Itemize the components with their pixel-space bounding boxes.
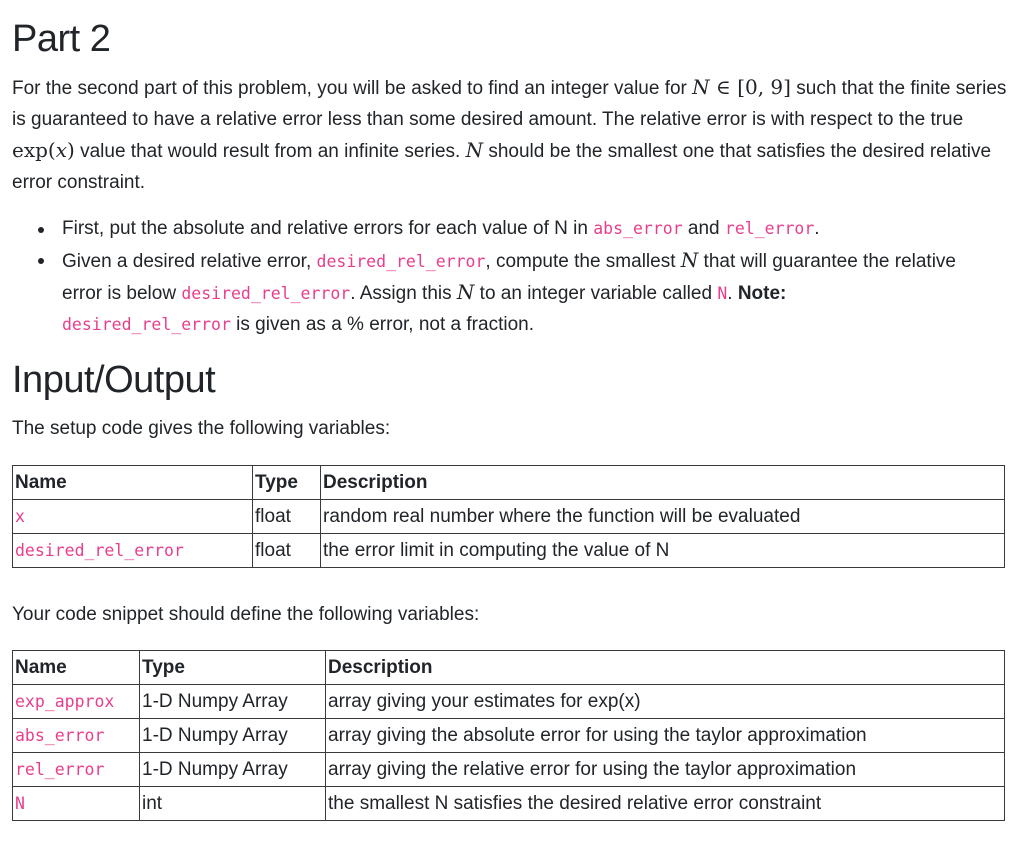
cell-name: N (13, 787, 140, 821)
table-row (13, 500, 1005, 534)
column-header-name: Name (13, 466, 253, 500)
cell-name: desired_rel_error (13, 534, 253, 568)
column-header-description: Description (321, 466, 1005, 500)
table-row (13, 787, 1005, 821)
instruction-list (12, 214, 982, 340)
intro-paragraph (12, 72, 1007, 198)
math-n: N ∈ [0, 9] (692, 75, 791, 99)
intro-text: such that the finite series is guaranteed to have a relative error less than some desired amount. The relative error is with respect to the true (12, 78, 1007, 130)
code-desired-rel-error: desired_rel_error (62, 314, 231, 334)
io-heading: Input/Output (12, 359, 216, 401)
table-row (13, 534, 1005, 568)
note-label: Note: (737, 283, 787, 304)
intro-text: value that would result from an infinite series. (74, 141, 466, 162)
table-row (13, 685, 1005, 719)
cell-type: float (253, 534, 321, 568)
cell-description: the smallest N satisfies the desired relative error constraint (326, 787, 1005, 821)
math-n: N (680, 247, 699, 272)
setup-description: The setup code gives the following variables: (12, 418, 391, 439)
cell-type: 1-D Numpy Array (140, 685, 326, 719)
list-item: First, put the absolute and relative errors for each value of N in abs_error and rel_error. (62, 214, 982, 245)
column-header-type: Type (140, 651, 326, 685)
code-abs-error: abs_error (593, 219, 683, 238)
cell-type: 1-D Numpy Array (140, 753, 326, 787)
intro-text: should be the smallest one that satisfies the desired relative error constraint. (12, 141, 992, 193)
table-header-row (13, 651, 1005, 685)
cell-description: array giving the absolute error for using the taylor approximation (326, 719, 1005, 753)
define-description: Your code snippet should define the following variables: (12, 604, 480, 625)
cell-type: float (253, 500, 321, 534)
column-header-description: Description (326, 651, 1005, 685)
code-n: N (717, 284, 728, 303)
table-header-row (13, 466, 1005, 500)
cell-description: array giving the relative error for using the taylor approximation (326, 753, 1005, 787)
cell-name: exp_approx (13, 685, 140, 719)
cell-description: the error limit in computing the value of N (321, 534, 1005, 568)
cell-name: rel_error (13, 753, 140, 787)
math-n: N (465, 138, 484, 162)
column-header-name: Name (13, 651, 140, 685)
cell-name: abs_error (13, 719, 140, 753)
setup-variables-table (12, 465, 1005, 568)
part2-heading: Part 2 (12, 18, 111, 60)
cell-description: random real number where the function will be evaluated (321, 500, 1005, 534)
code-desired-rel-error: desired_rel_error (181, 284, 351, 303)
code-rel-error: rel_error (724, 219, 815, 238)
math-exp-x: exp(x) (12, 138, 75, 162)
cell-name: x (13, 500, 253, 534)
list-item: Given a desired relative error, desired_rel_error, compute the smallest N that will guarantee the relative error is below desired_rel_error. Assign this N to an integer variable called N. Note: desired_rel_error is given as a % error, not a fraction. (62, 245, 982, 341)
table-row (13, 719, 1005, 753)
cell-type: 1-D Numpy Array (140, 719, 326, 753)
code-desired-rel-error: desired_rel_error (316, 251, 486, 271)
cell-type: int (140, 787, 326, 821)
output-variables-table (12, 650, 1005, 821)
column-header-type: Type (253, 466, 321, 500)
table-row (13, 753, 1005, 787)
math-n: N (456, 280, 475, 304)
cell-description: array giving your estimates for exp(x) (326, 685, 1005, 719)
intro-text: For the second part of this problem, you will be asked to find an integer value for (12, 78, 693, 99)
